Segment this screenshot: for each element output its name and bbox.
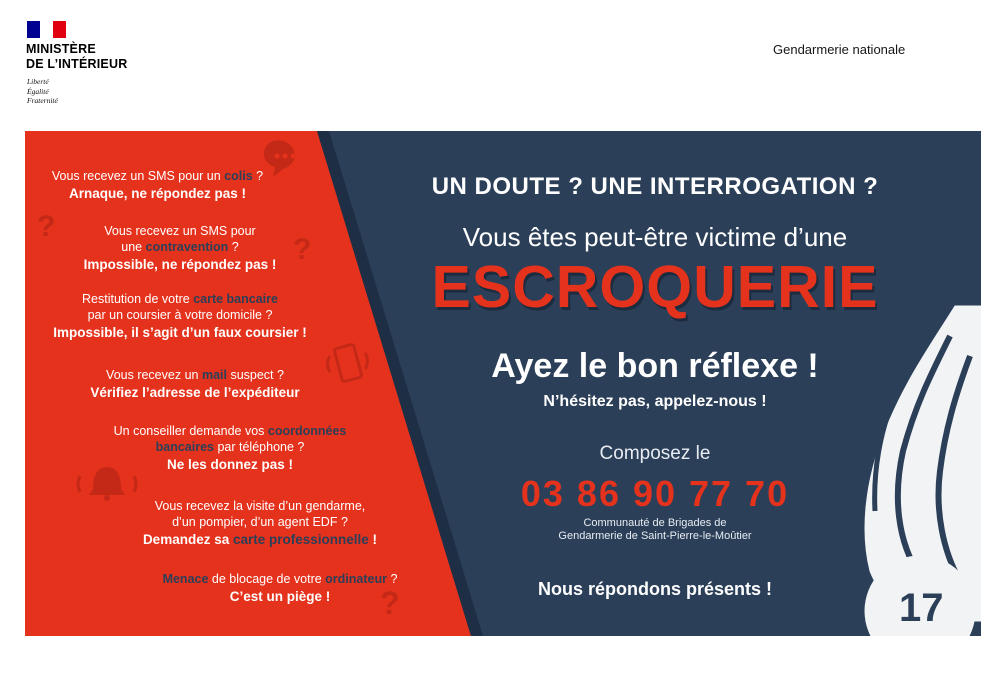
tip-coordonnees: Un conseiller demande vos coordonnées bancaires par téléphone ? Ne les donnez pas ! [113,424,347,472]
tip-ordinateur: Menace de blocage de votre ordinateur ? C’est un piège ! [162,572,398,604]
scam-title: ESCROQUERIE [431,254,879,320]
question-mark-icon-1: ? [37,210,56,243]
emergency-number: 17 [899,586,944,630]
motto-egalite: Égalité [27,86,49,96]
motto-liberte: Liberté [27,77,49,86]
answer-text: Nous répondons présents ! [537,579,773,599]
headline: UN DOUTE ? UNE INTERROGATION ? [431,173,879,200]
compose-text: Composez le [599,443,711,464]
motto-fraternite: Fraternité [27,96,58,105]
republic-flag-logo [27,21,66,38]
question-mark-icon-3: ? [380,585,400,621]
question-mark-icon-2: ? [293,233,312,266]
subline: Vous êtes peut-être victime d’une [462,222,848,252]
phone-number: 03 86 90 77 70 [520,473,790,514]
page-header [0,0,987,130]
ministry-line-2: DE L’INTÉRIEUR [26,57,128,71]
call-text: N’hésitez pas, appelez-nous ! [543,393,767,410]
brigade-name: Communauté de Brigades de Gendarmerie de Saint-Pierre-le-Moûtier [558,517,752,542]
ministry-line-1: MINISTÈRE [26,42,96,56]
tip-carte-professionnelle: Vous recevez la visite d’un gendarme, d’un pompier, d’un agent EDF ? Demandez sa carte professionnelle ! [142,499,378,547]
republic-motto [27,77,58,106]
main-message [355,131,955,636]
tip-carte-bancaire: Restitution de votre carte bancaire par un coursier à votre domicile ? Impossible, il s’agit d’un faux coursier ! [53,292,307,340]
ministry-name [26,42,127,72]
tip-contravention: Vous recevez un SMS pour une contravention ? Impossible, ne répondez pas ! [83,224,277,272]
tip-mail: Vous recevez un mail suspect ? Vérifiez l’adresse de l’expéditeur [90,368,300,400]
scam-awareness-banner [25,131,981,636]
reflex-text: Ayez le bon réflexe ! [491,347,819,385]
tip-colis: Vous recevez un SMS pour un colis ? Arnaque, ne répondez pas ! [51,169,264,201]
organization-name: Gendarmerie nationale [773,42,906,57]
